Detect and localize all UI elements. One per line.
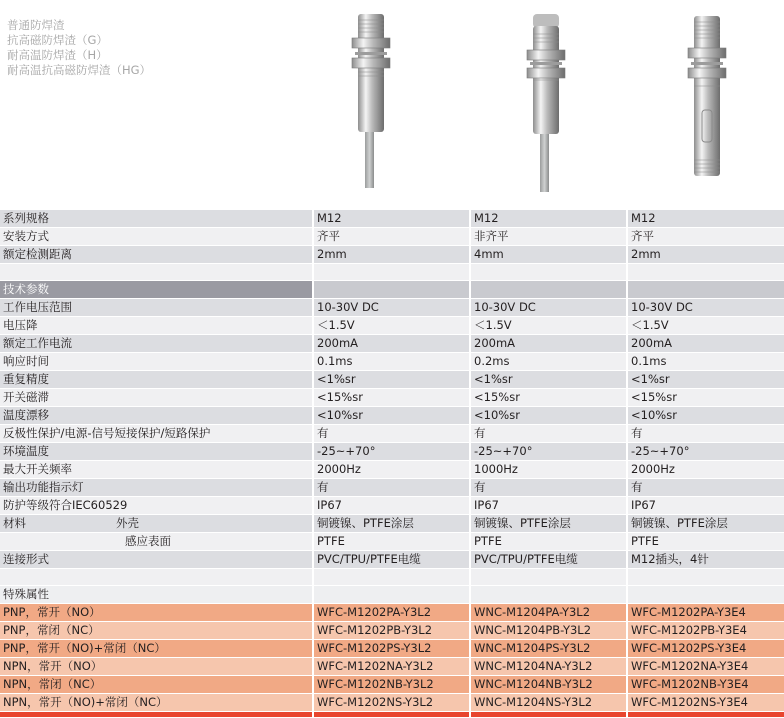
table-row-material-face: [0, 533, 784, 551]
cell-value: PVC/TPU/PTFE电缆: [470, 551, 627, 569]
cell-value: <15%sr: [313, 389, 470, 407]
row-sublabel: 感应表面: [125, 534, 171, 548]
row-label: 电压降: [0, 317, 313, 335]
row-label: 响应时间: [0, 353, 313, 371]
cell-value: 2mm: [313, 246, 470, 264]
model-number: WFC-M1202NA-Y3E4: [627, 658, 784, 676]
table-row-material-outer: [0, 515, 784, 533]
cell-value: 非齐平: [470, 228, 627, 246]
cell-value: 200mA: [627, 335, 784, 353]
model-row: [0, 658, 784, 676]
model-number: WFC-M1202NS-Y3E4: [627, 694, 784, 712]
row-label: 最大开关频率: [0, 461, 313, 479]
cell-value: 10-30V DC: [470, 299, 627, 317]
cell-value: PTFE: [470, 533, 627, 551]
cell-value: <15%sr: [470, 389, 627, 407]
model-number: WNC-M1204NS-Y3L2: [470, 694, 627, 712]
cell-value: <10%sr: [313, 407, 470, 425]
table-row: [0, 497, 784, 515]
model-row: [0, 694, 784, 712]
table-row: [0, 210, 784, 228]
model-number: WFC-M1202PB-Y3E4: [627, 622, 784, 640]
row-label: 开关磁滞: [0, 389, 313, 407]
model-row: [0, 640, 784, 658]
model-number: WFC-M1202NB-Y3L2: [313, 676, 470, 694]
cell-value: IP67: [470, 497, 627, 515]
cell-value: PTFE: [627, 533, 784, 551]
model-number: WFC-M1202PS-Y3L2: [313, 640, 470, 658]
series-item: 耐高温抗高磁防焊渣（HG）: [7, 63, 152, 77]
cell-value: 有: [627, 425, 784, 443]
series-list: [7, 18, 151, 78]
row-label: 系列规格: [0, 210, 313, 228]
series-item: 抗高磁防焊渣（G）: [7, 33, 108, 47]
cell-value: 铜镀镍、PTFE涂层: [627, 515, 784, 533]
cell-value: -25~+70°: [627, 443, 784, 461]
model-number: WFC-M1202PA-Y3E4: [627, 604, 784, 622]
sensor-image-flush-connector: [672, 10, 742, 186]
cell-value: 齐平: [313, 228, 470, 246]
table-row: [0, 407, 784, 425]
table-row: [0, 479, 784, 497]
cell-value: <1%sr: [627, 371, 784, 389]
model-number: WFC-M1202PA-Y3L2: [313, 604, 470, 622]
table-row: [0, 228, 784, 246]
model-number: WFC-M1202PB-Y3L2: [313, 622, 470, 640]
accent-bar: [0, 712, 784, 718]
row-label: NPN，常开（NO)+常闭（NC）: [0, 694, 313, 712]
cell-value: ＜1.5V: [470, 317, 627, 335]
cell-value: 有: [627, 479, 784, 497]
model-number: WFC-M1202NA-Y3L2: [313, 658, 470, 676]
spacer-row: [0, 569, 784, 586]
row-sublabel: 外壳: [116, 516, 139, 530]
product-header: [0, 0, 784, 208]
cell-value: M12: [627, 210, 784, 228]
series-item: 普通防焊渣: [7, 18, 65, 32]
cell-value: <15%sr: [627, 389, 784, 407]
spacer-row: [0, 264, 784, 281]
sensor-image-flush-cable: [336, 10, 406, 188]
cell-value: IP67: [627, 497, 784, 515]
cell-value: 0.1ms: [313, 353, 470, 371]
cell-value: 2000Hz: [313, 461, 470, 479]
cell-value: 10-30V DC: [627, 299, 784, 317]
cell-value: 铜镀镍、PTFE涂层: [313, 515, 470, 533]
cell-value: ＜1.5V: [313, 317, 470, 335]
sensor-image-nonflush-cable: [512, 10, 582, 192]
table-row: [0, 353, 784, 371]
row-label: 连接形式: [0, 551, 313, 569]
cell-value: <10%sr: [470, 407, 627, 425]
table-row: [0, 461, 784, 479]
table-row: [0, 389, 784, 407]
model-number: WNC-M1204PS-Y3L2: [470, 640, 627, 658]
model-number: WNC-M1204PA-Y3L2: [470, 604, 627, 622]
cell-value: 200mA: [470, 335, 627, 353]
section-header-tech: [0, 281, 784, 299]
cell-value: <10%sr: [627, 407, 784, 425]
model-row: [0, 604, 784, 622]
row-label: 防护等级符合IEC60529: [0, 497, 313, 515]
cell-value: ＜1.5V: [627, 317, 784, 335]
cell-value: PTFE: [313, 533, 470, 551]
cell-value: 2mm: [627, 246, 784, 264]
row-label: 温度漂移: [0, 407, 313, 425]
cell-value: 铜镀镍、PTFE涂层: [470, 515, 627, 533]
table-row: [0, 335, 784, 353]
cell-value: 10-30V DC: [313, 299, 470, 317]
cell-value: 0.1ms: [627, 353, 784, 371]
cell-value: M12插头，4针: [627, 551, 784, 569]
table-row: [0, 246, 784, 264]
table-row: [0, 371, 784, 389]
cell-value: 1000Hz: [470, 461, 627, 479]
table-row: [0, 299, 784, 317]
cell-value: -25~+70°: [313, 443, 470, 461]
cell-value: PVC/TPU/PTFE电缆: [313, 551, 470, 569]
row-label: 工作电压范围: [0, 299, 313, 317]
cell-value: <1%sr: [470, 371, 627, 389]
section-title: 技术参数: [0, 281, 313, 299]
row-label: NPN，常闭（NC）: [0, 676, 313, 694]
table-row: [0, 425, 784, 443]
row-label: 额定检测距离: [0, 246, 313, 264]
row-label: 输出功能指示灯: [0, 479, 313, 497]
row-label: PNP，常闭（NC）: [0, 622, 313, 640]
row-label: 重复精度: [0, 371, 313, 389]
model-number: WNC-M1204NB-Y3L2: [470, 676, 627, 694]
cell-value: M12: [313, 210, 470, 228]
row-label: PNP，常开（NO）: [0, 604, 313, 622]
row-label: NPN，常开（NO）: [0, 658, 313, 676]
cell-value: -25~+70°: [470, 443, 627, 461]
table-row: [0, 443, 784, 461]
model-number: WFC-M1202NB-Y3E4: [627, 676, 784, 694]
table-row: [0, 551, 784, 569]
model-row: [0, 622, 784, 640]
cell-value: 有: [470, 479, 627, 497]
cell-value: IP67: [313, 497, 470, 515]
cell-value: M12: [470, 210, 627, 228]
model-number: WNC-M1204NA-Y3L2: [470, 658, 627, 676]
section-header-features: [0, 586, 784, 604]
table-row: [0, 317, 784, 335]
cell-value: 2000Hz: [627, 461, 784, 479]
cell-value: 200mA: [313, 335, 470, 353]
row-label: 额定工作电流: [0, 335, 313, 353]
row-label: 环境温度: [0, 443, 313, 461]
row-label: 安装方式: [0, 228, 313, 246]
series-item: 耐高温防焊渣（H）: [7, 48, 108, 62]
section-title: 特殊属性: [0, 586, 313, 604]
spec-table: [0, 210, 784, 718]
cell-value: 齐平: [627, 228, 784, 246]
cell-value: 有: [470, 425, 627, 443]
row-label: 反极性保护/电源-信号短接保护/短路保护: [0, 425, 313, 443]
model-number: WFC-M1202NS-Y3L2: [313, 694, 470, 712]
model-number: WNC-M1204PB-Y3L2: [470, 622, 627, 640]
cell-value: <1%sr: [313, 371, 470, 389]
cell-value: 0.2ms: [470, 353, 627, 371]
model-number: WFC-M1202PS-Y3E4: [627, 640, 784, 658]
cell-value: 有: [313, 425, 470, 443]
model-row: [0, 676, 784, 694]
row-label: PNP，常开（NO)+常闭（NC）: [0, 640, 313, 658]
cell-value: 4mm: [470, 246, 627, 264]
row-label: 材料: [3, 516, 26, 530]
cell-value: 有: [313, 479, 470, 497]
